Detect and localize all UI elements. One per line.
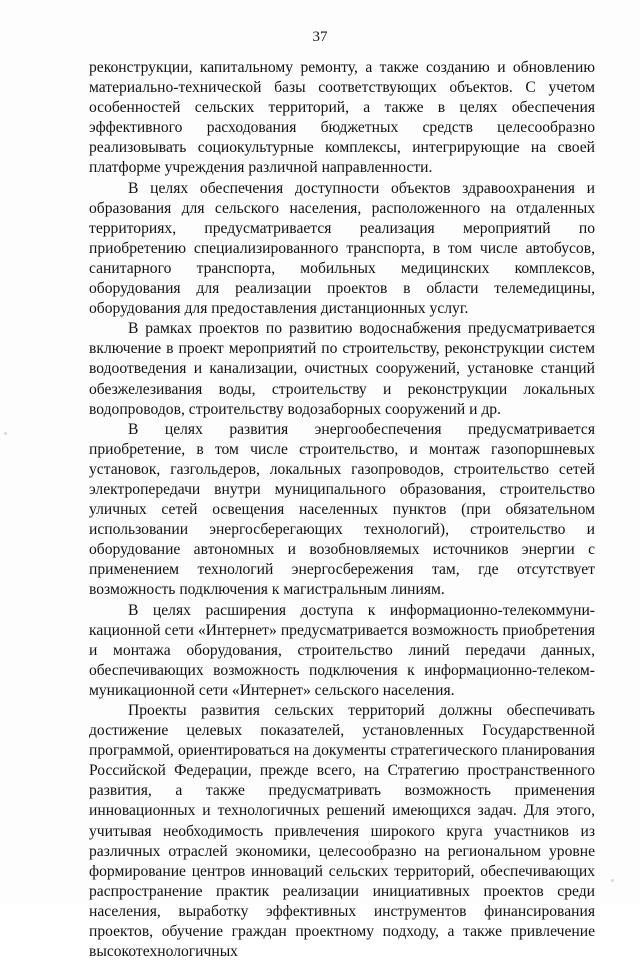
paragraph: реконструкции, капитальному ремонту, а также созданию и обновлению материально-технической базы соответствующих объектов. С учетом особенностей сельских территорий, а также в целях обеспечения эффективного расходования бюджетных средств целесообразно реализовывать социокультурные комплексы, интегрирующие на своей платформе учреждения различной направленности. (89, 59, 595, 177)
scan-speck (611, 879, 614, 882)
scan-speck (4, 432, 7, 435)
paragraph: В рамках проектов по развитию водоснабжения предусматривается включение в проект мероприятий по строительству, реконструкции систем водоотведения и канализации, очистных сооружений, установке станций обезжелезивания воды, строительству и реконструкции локальных водопроводов, строительству водозаборных сооружений и др. (89, 320, 595, 418)
body-text (89, 58, 595, 962)
paragraph: В целях развития энергообеспечения предусматривается приобретение, в том числе строительство, и монтаж газопоршневых установок, газгольдеров, локальных газопроводов, строительство сетей электропередачи внутри муниципального образования, строительство уличных сетей освещения населенных пунктов (при обязательном использовании энергосберегающих технологий), строительство и оборудование автономных и возобновляемых источников энергии с применением технологий энергосбережения там, где отсутствует возможность подключения к магистральным линиям. (89, 420, 595, 599)
paragraph: В целях обеспечения доступности объектов здравоохранения и образования для сельского населения, расположенного на отдаленных территориях, предусматривается реализация мероприятий по приобретению специализированного транспорта, в том числе автобусов, санитарного транспорта, мобильных медицинских комплексов, оборудования для реализации проектов в области телемедицины, оборудования для предоставления дистанционных услуг. (89, 179, 595, 318)
page-number: 37 (312, 29, 328, 45)
paragraph: В целях расширения доступа к информационно-телекоммуни-кационной сети «Интернет» предусматривается возможность приобретения и монтажа оборудования, строительство линий передачи данных, обеспечивающих возможность подключения к информационно-телеком-муникационной сети «Интернет» сельского населения. (89, 601, 595, 699)
paragraph: Проекты развития сельских территорий должны обеспечивать достижение целевых показателей, установленных Государственной программой, ориентироваться на документы стратегического планирования Российской Федерации, прежде всего, на Стратегию пространственного развития, а также предусматривать возможность применения инновационных и технологичных решений имеющихся задач. Для этого, учитывая необходимость привлечения широкого круга участников из различных отраслей экономики, целесообразно на региональном уровне формирование центров инноваций сельских территорий, обеспечивающих распространение практик реализации инициативных проектов среди населения, выработку эффективных инструментов финансирования проектов, обучение граждан проектному подходу, а также привлечение высокотехнологичных (89, 702, 595, 961)
